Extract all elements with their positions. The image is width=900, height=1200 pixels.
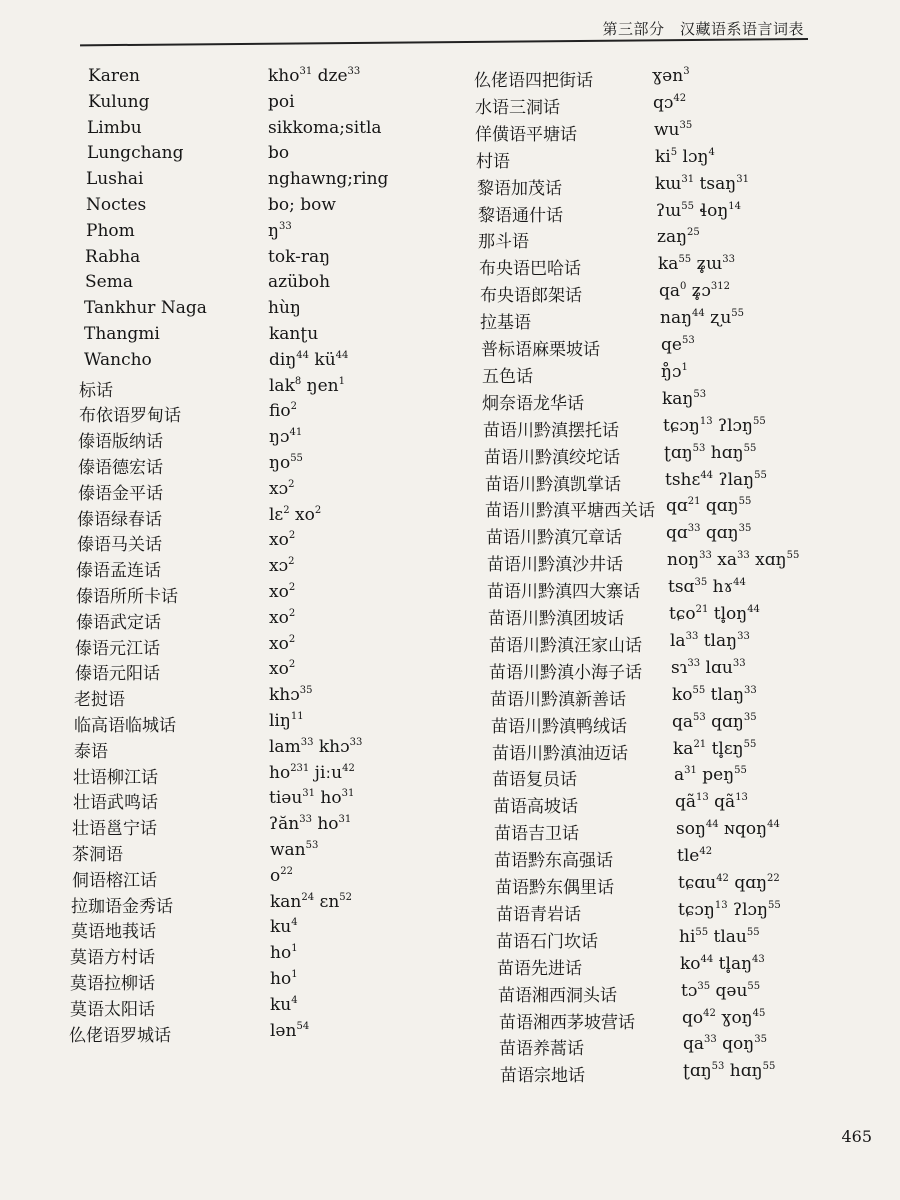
language-name: 壮语柳江话 — [73, 767, 158, 788]
word-form: naŋ$^{44}$ ʐu$^{55}$ — [660, 308, 745, 329]
word-form: xɔ$^2$ — [269, 556, 295, 577]
word-form: nghawng;ring — [268, 169, 389, 190]
language-name: Lungchang — [87, 143, 184, 164]
language-name: 黎语通什话 — [478, 205, 563, 226]
language-name: 苗语石门坎话 — [496, 931, 598, 952]
language-name: 临高语临城话 — [74, 716, 176, 736]
language-name: 布央语郎架话 — [480, 286, 582, 307]
language-name: Karen — [88, 66, 140, 86]
language-name: 苗语川黔滇绞坨话 — [484, 447, 620, 468]
language-name: 普标语麻栗坡话 — [481, 340, 600, 360]
language-name: 苗语黔东高强话 — [494, 851, 613, 872]
language-name: 苗语川黔滇小海子话 — [489, 662, 642, 683]
language-name: 苗语养蒿话 — [499, 1039, 584, 1060]
word-form: khɔ$^{35}$ — [269, 685, 313, 706]
word-form: $ko^{44}$ $tl̥aŋ^{43}$ — [680, 953, 765, 974]
word-form: $xo^2$ — [269, 607, 296, 628]
language-name: Wancho — [84, 349, 152, 370]
language-name: 苗语黔东偶里话 — [495, 878, 614, 898]
language-name: Kulung — [88, 91, 150, 112]
language-name: 苗语青岩话 — [496, 904, 581, 925]
language-name: 莫语拉柳话 — [70, 974, 155, 994]
language-name: 苗语川黔滇油迈话 — [492, 743, 628, 764]
word-form: $ki^5$ lɔŋ$^4$ — [655, 146, 715, 167]
word-form: tshɛ$^{44}$ ʔlaŋ$^{55}$ — [665, 469, 767, 490]
word-form: liŋ$^{11}$ — [269, 711, 304, 731]
word-form: ʈɑŋ$^{53}$ hɑŋ$^{55}$ — [664, 442, 757, 463]
language-name: 苗语川黔滇凯掌话 — [485, 474, 621, 495]
word-form: kanʈu — [269, 324, 319, 344]
word-form: qɑ$^{21}$ qɑŋ$^{55}$ — [666, 496, 752, 517]
language-name: 苗语川黔滇新善话 — [490, 689, 626, 710]
word-form: ɣən$^3$ — [652, 66, 690, 86]
word-form: $wu^{35}$ — [654, 119, 693, 140]
word-form: sikkoma;sitla — [268, 117, 382, 138]
language-name: 五色话 — [482, 366, 533, 387]
language-name: Lushai — [86, 169, 144, 190]
word-form: $ka^{55}$ ʑ̥ɯ$^{33}$ — [658, 254, 735, 275]
word-form: tok-raŋ — [268, 246, 331, 267]
language-name: 傣语马关话 — [77, 535, 162, 556]
language-name: 傣语孟连话 — [76, 561, 161, 582]
word-form: $a^{31}$ peŋ$^{55}$ — [674, 765, 747, 786]
language-name: 苗语川黔滇四大寨话 — [487, 582, 640, 603]
page-number: 465 — [841, 1127, 872, 1146]
word-form: kaŋ$^{53}$ — [662, 388, 707, 409]
language-name: 苗语复员话 — [492, 770, 577, 791]
language-name: 傣语德宏话 — [78, 458, 163, 478]
language-name: Noctes — [86, 195, 147, 215]
language-name: 傣语元江话 — [75, 638, 160, 659]
word-form: diŋ$^{44}$ $kü^{44}$ — [269, 349, 349, 370]
word-form: $ku^4$ — [270, 917, 298, 938]
word-form: qɑ$^{33}$ qɑŋ$^{35}$ — [666, 523, 752, 544]
language-name: 水语三洞话 — [475, 97, 560, 118]
word-form: kɯ$^{31}$ tsaŋ$^{31}$ — [655, 173, 749, 194]
word-form: $xo^2$ — [269, 530, 296, 551]
word-form: $qa^{53}$ qɑŋ$^{35}$ — [672, 711, 757, 732]
language-name: 苗语川黔滇汪家山话 — [489, 635, 642, 656]
word-form: tɕo$^{21}$ $tl̥oŋ^{44}$ — [669, 604, 760, 624]
word-form: wan$^{53}$ — [270, 840, 319, 860]
word-form: tsɑ$^{35}$ hɤ$^{44}$ — [668, 577, 746, 598]
word-form: $ŋo^{55}$ — [269, 453, 303, 473]
language-name: 莫语地莪话 — [71, 922, 156, 943]
language-name: 仫佬语四把街话 — [474, 71, 593, 91]
word-form: $xo^2$ — [269, 659, 296, 680]
language-name: 泰语 — [74, 741, 108, 762]
language-name: 那斗语 — [478, 232, 529, 253]
word-form: kho$^{31}$ dze$^{33}$ — [268, 66, 361, 86]
language-name: 苗语吉卫话 — [494, 824, 579, 845]
language-name: 仫佬语罗城话 — [69, 1025, 171, 1046]
word-form: noŋ$^{33}$ $xa^{33}$ xɑŋ$^{55}$ — [667, 550, 800, 571]
word-form: bo — [268, 143, 290, 164]
word-form: fio$^2$ — [269, 401, 297, 422]
language-name: 苗语湘西洞头话 — [498, 985, 617, 1006]
language-name: 苗语川黔滇平塘西关话 — [485, 501, 655, 522]
word-form: kan$^{24}$ ɛn$^{52}$ — [270, 891, 353, 912]
word-form: tɔ$^{35}$ qəu$^{55}$ — [681, 980, 761, 1001]
language-name: 村语 — [476, 151, 510, 172]
language-name: Limbu — [87, 117, 142, 138]
language-name: 苗语湘西茅坡营话 — [499, 1012, 635, 1033]
language-name: 傣语元阳话 — [75, 664, 160, 685]
language-name: 黎语加茂话 — [477, 178, 562, 199]
word-form: $ho^1$ — [270, 943, 298, 964]
word-form: bo; bow — [268, 195, 336, 215]
language-name: 苗语川黔滇冗章话 — [486, 528, 622, 549]
language-name: 傣语版纳话 — [78, 432, 163, 453]
language-name: 布央语巴哈话 — [479, 259, 581, 280]
language-name: 壮语邕宁话 — [72, 819, 157, 840]
language-name: Phom — [86, 220, 135, 241]
language-name: 苗语川黔滇鸭绒话 — [491, 716, 627, 737]
word-form: sɿ$^{33}$ lɑu$^{33}$ — [671, 657, 746, 678]
language-name: 苗语先进话 — [497, 958, 582, 979]
word-form: zaŋ$^{25}$ — [657, 227, 700, 248]
word-form: lən$^{54}$ — [270, 1020, 310, 1041]
word-form: $hi^{55}$ tlau$^{55}$ — [679, 926, 760, 947]
word-form: $ho^1$ — [270, 969, 298, 989]
language-name: Thangmi — [84, 324, 160, 344]
word-form: lɛ$^2$ $xo^2$ — [269, 504, 322, 525]
word-form: $o^{22}$ — [270, 865, 293, 886]
language-name: 苗语宗地话 — [500, 1066, 585, 1087]
word-form: $xo^2$ — [269, 582, 296, 602]
word-form: $qe^{53}$ — [661, 335, 695, 355]
word-form: ŋɔ$^{41}$ — [269, 427, 303, 448]
word-form: tɕɔŋ$^{13}$ ʔlɔŋ$^{55}$ — [678, 899, 781, 920]
running-header: 第三部分 汉藏语系语言词表 — [602, 20, 804, 38]
header-rule — [80, 38, 808, 46]
language-name: 傣语武定话 — [76, 612, 161, 633]
word-form: hùŋ — [268, 298, 301, 319]
language-name: 莫语太阳话 — [70, 999, 155, 1020]
language-name: 壮语武鸣话 — [73, 793, 158, 814]
language-name: 布依语罗甸话 — [79, 406, 181, 427]
word-form: $qa^0$ ʑ̥ɔ$^{312}$ — [659, 281, 730, 302]
word-form: tle$^{42}$ — [677, 846, 713, 867]
word-form: poi — [268, 91, 295, 112]
language-name: 傣语绿春话 — [77, 509, 162, 530]
language-name: 炯奈语龙华话 — [482, 393, 584, 414]
word-form: ŋ̊ɔ$^1$ — [661, 361, 688, 382]
language-name: 苗语高坡话 — [493, 797, 578, 818]
language-name: 标话 — [79, 380, 113, 401]
word-form: ʔɯ$^{55}$ ɬoŋ$^{14}$ — [656, 200, 742, 221]
word-form: tiəu$^{31}$ $ho^{31}$ — [269, 788, 355, 809]
language-name: 侗语榕江话 — [72, 870, 157, 891]
word-form: $qa^{33}$ qoŋ$^{35}$ — [683, 1034, 767, 1055]
word-form: $ku^4$ — [270, 994, 298, 1015]
word-form: soŋ$^{44}$ ɴqoŋ$^{44}$ — [676, 819, 780, 840]
language-name: 佯僙语平塘话 — [475, 124, 577, 145]
word-form: tɕɔŋ$^{13}$ ʔlɔŋ$^{55}$ — [663, 415, 766, 436]
language-name: 苗语川黔滇沙井话 — [487, 555, 623, 576]
language-name: 拉珈语金秀话 — [71, 896, 173, 917]
word-form: $xo^2$ — [269, 633, 296, 654]
word-form: $la^{33}$ tlaŋ$^{33}$ — [670, 630, 750, 651]
word-form: lak$^8$ ŋen$^1$ — [269, 375, 345, 396]
word-form: tɕɑu$^{42}$ qɑŋ$^{22}$ — [678, 873, 780, 893]
language-name: Tankhur Naga — [84, 298, 207, 319]
language-name: 苗语川黔滇摆托话 — [483, 420, 619, 441]
language-name: 老挝语 — [74, 690, 125, 711]
word-form: qɔ$^{42}$ — [653, 92, 687, 113]
language-name: Rabha — [85, 246, 141, 267]
word-form: $ŋ^{33}$ — [268, 220, 292, 241]
word-form: xɔ$^2$ — [269, 478, 295, 499]
word-form: $qã^{13}$ $qã^{13}$ — [675, 792, 748, 813]
language-name: 傣语所所卡话 — [76, 587, 178, 607]
language-name: 茶洞语 — [72, 845, 123, 865]
language-name: 傣语金平话 — [78, 483, 163, 504]
word-form: $qo^{42}$ ɣoŋ$^{45}$ — [682, 1007, 766, 1028]
language-name: Sema — [85, 272, 133, 293]
word-form: ʔăn$^{33}$ $ho^{31}$ — [269, 814, 352, 835]
language-name: 拉基语 — [480, 313, 531, 334]
language-name: 苗语川黔滇团坡话 — [488, 609, 624, 629]
word-form: azüboh — [268, 272, 331, 293]
word-form: $ka^{21}$ tl̥ɛŋ$^{55}$ — [673, 738, 757, 759]
word-form: lam$^{33}$ khɔ$^{33}$ — [269, 736, 363, 757]
word-form: $ho^{231}$ jiːu$^{42}$ — [269, 762, 355, 783]
word-form: $ko^{55}$ tlaŋ$^{33}$ — [672, 684, 757, 705]
word-form: ʈɑŋ$^{53}$ hɑŋ$^{55}$ — [683, 1061, 776, 1082]
language-name: 莫语方村话 — [70, 948, 155, 969]
